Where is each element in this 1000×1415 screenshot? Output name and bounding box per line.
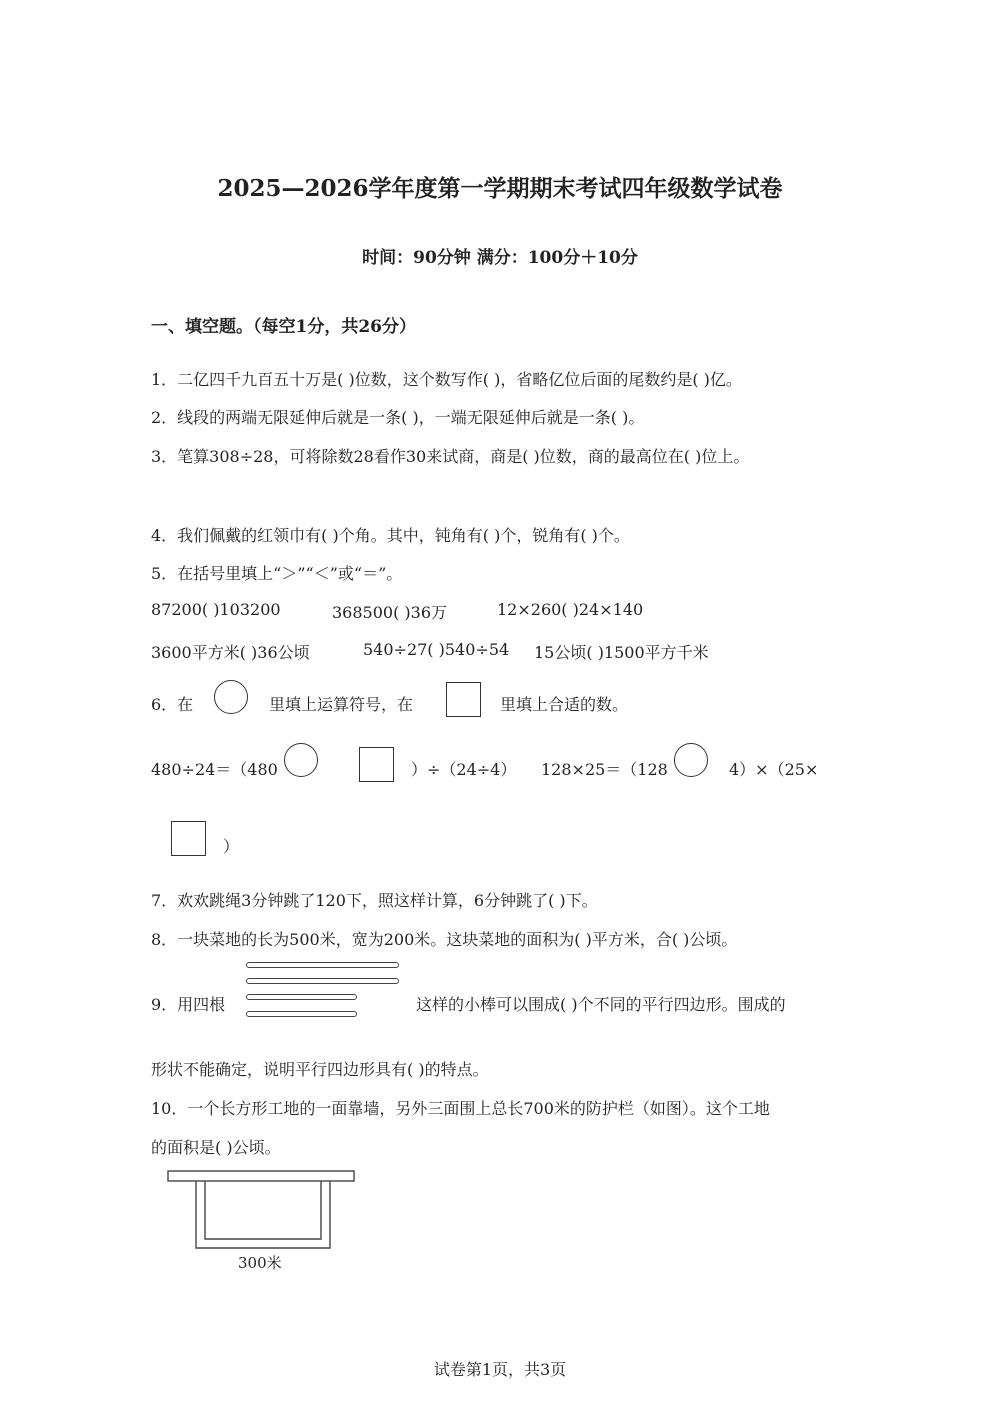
short-stick: [246, 1011, 357, 1017]
question-5: 5．在括号里填上“＞”“＜”或“＝”。: [151, 564, 403, 583]
question-4: 4．我们佩戴的红领巾有( )个角。其中，钝角有( )个，锐角有( )个。: [151, 526, 630, 545]
fence-diagram: [165, 1168, 360, 1278]
operator-circle-icon: [214, 680, 248, 714]
q6-prefix: 6．在: [151, 695, 194, 714]
number-box-blank: [171, 821, 206, 856]
question-7: 7．欢欢跳绳3分钟跳了120下，照这样计算，6分钟跳了( )下。: [151, 891, 598, 910]
wall-and-fence-drawing: [165, 1168, 360, 1253]
q9-text: 这样的小棒可以围成( )个不同的平行四边形。围成的: [416, 995, 786, 1014]
number-box-blank: [359, 747, 394, 782]
question-10-cont: 的面积是( )公顷。: [151, 1138, 281, 1157]
number-box-icon: [446, 682, 481, 717]
q9-line-2: 形状不能确定，说明平行四边形具有( )的特点。: [151, 1060, 489, 1079]
q6-close-paren: ）: [223, 837, 240, 856]
q6-mid: 里填上运算符号，在: [269, 695, 414, 714]
q5-compare-4: 3600平方米( )36公顷: [151, 643, 310, 662]
q6-equation-1-start: 480÷24＝（480: [151, 760, 278, 779]
long-stick: [246, 962, 399, 968]
question-2: 2．线段的两端无限延伸后就是一条( )，一端无限延伸后就是一条( )。: [151, 408, 645, 427]
q9-prefix: 9．用四根: [151, 995, 226, 1014]
question-10: 10．一个长方形工地的一面靠墙，另外三面围上总长700米的防护栏（如图）。这个工地: [151, 1099, 770, 1118]
q5-compare-5: 540÷27( )540÷54: [363, 640, 510, 659]
operator-circle-blank: [674, 743, 708, 777]
q5-compare-2: 368500( )36万: [332, 603, 448, 622]
question-8: 8．一块菜地的长为500米，宽为200米。这块菜地的面积为( )平方米，合( )公顷。: [151, 930, 738, 949]
short-stick: [246, 994, 357, 1000]
q5-compare-1: 87200( )103200: [151, 600, 281, 619]
fence-length-label: 300米: [238, 1254, 282, 1272]
q6-equation-1-end: ）÷（24÷4）: [411, 760, 517, 779]
question-3: 3．笔算308÷28，可将除数28看作30来试商，商是( )位数，商的最高位在( )位上。: [151, 447, 750, 466]
long-stick: [246, 978, 399, 984]
question-1: 1．二亿四千九百五十万是( )位数，这个数写作( )，省略亿位后面的尾数约是( )亿。: [151, 370, 742, 389]
page-title: 2025—2026学年度第一学期期末考试四年级数学试卷: [217, 175, 783, 202]
q6-equation-2-start: 128×25＝（128: [541, 760, 668, 779]
q6-suffix: 里填上合适的数。: [500, 695, 629, 714]
operator-circle-blank: [284, 743, 318, 777]
exam-info: 时间：90分钟 满分：100分＋10分: [362, 248, 638, 268]
q5-compare-3: 12×260( )24×140: [497, 600, 644, 619]
sticks-figure: [246, 962, 401, 1022]
q6-equation-2-end: 4）×（25×: [729, 760, 819, 779]
section-heading: 一、填空题。（每空1分，共26分）: [151, 317, 416, 337]
page-footer: 试卷第1页，共3页: [433, 1360, 567, 1379]
q5-compare-6: 15公顷( )1500平方千米: [534, 643, 709, 662]
